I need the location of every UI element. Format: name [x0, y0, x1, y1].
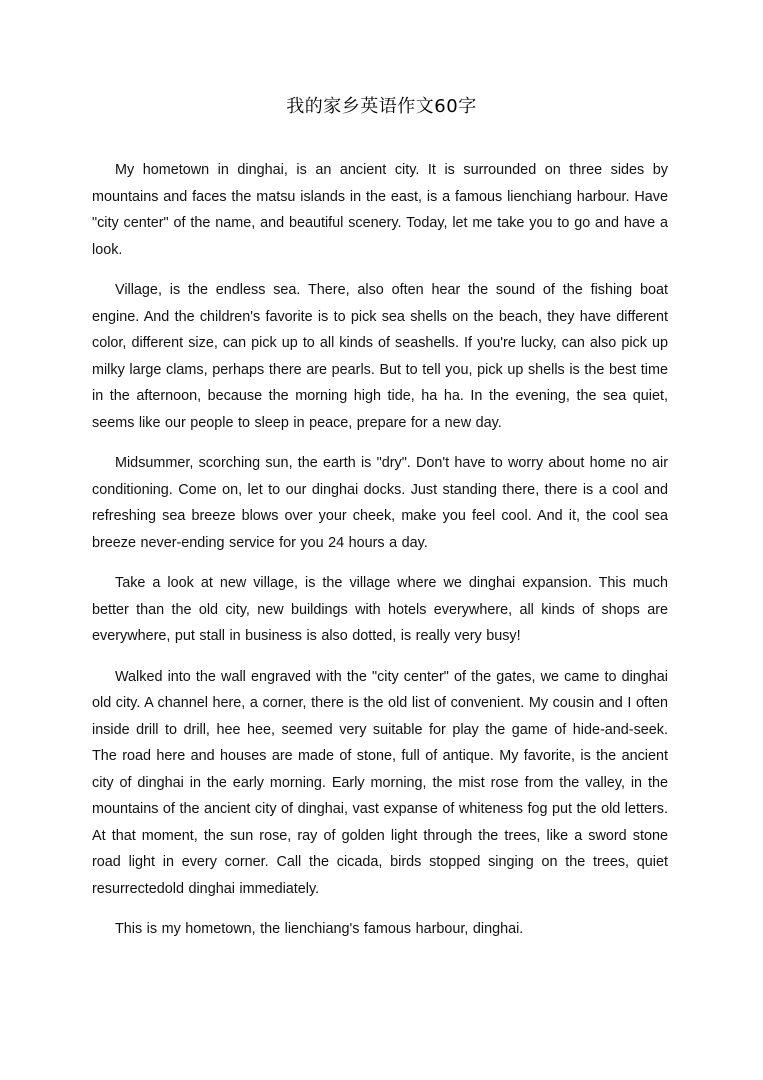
- paragraph-3: Midsummer, scorching sun, the earth is "dry". Don't have to worry about home no air conditioning. Come on, let to our dinghai docks. Just standing there, there is a cool and refreshing sea breeze blows over your cheek, make you feel cool. And it, the cool sea breeze never-ending service for you 24 hours a day.: [92, 455, 668, 551]
- paragraph-6: This is my hometown, the lienchiang's famous harbour, dinghai.: [115, 921, 524, 937]
- paragraph-1: My hometown in dinghai, is an ancient city. It is surrounded on three sides by mountains and faces the matsu islands in the east, is a famous lienchiang harbour. Have "city center" of the name, and beautiful scenery. Today, let me take you to go and have a look.: [92, 162, 668, 258]
- page-title: 我的家乡英语作文60字: [286, 96, 477, 117]
- paragraph-5: Walked into the wall engraved with the "city center" of the gates, we came to dinghai old city. A channel here, a corner, there is the old list of convenient. My cousin and I often inside drill to drill, hee hee, seemed very suitable for play the game of hide-and-seek. The road here and houses are made of stone, full of antique. My favorite, is the ancient city of dinghai in the early morning. Early morning, the mist rose from the valley, in the mountains of the ancient city of dinghai, vast expanse of whiteness fog put the old letters. At that moment, the sun rose, ray of golden light through the trees, like a sword stone road light in every corner. Call the cicada, birds stopped singing on the trees, quiet resurrectedold dinghai immediately.: [92, 668, 668, 897]
- paragraph-2: Village, is the endless sea. There, also often hear the sound of the fishing boat engine. And the children's favorite is to pick sea shells on the beach, they have different color, different size, can pick up to all kinds of seashells. If you're lucky, can also pick up milky large clams, perhaps there are pearls. But to tell you, pick up shells is the best time in the afternoon, because the morning high tide, ha ha. In the evening, the sea quiet, seems like our people to sleep in peace, prepare for a new day.: [92, 282, 668, 431]
- paragraph-4: Take a look at new village, is the village where we dinghai expansion. This much better than the old city, new buildings with hotels everywhere, all kinds of shops are everywhere, put stall in business is also dotted, is really very busy!: [92, 575, 668, 644]
- essay-body: [92, 157, 668, 957]
